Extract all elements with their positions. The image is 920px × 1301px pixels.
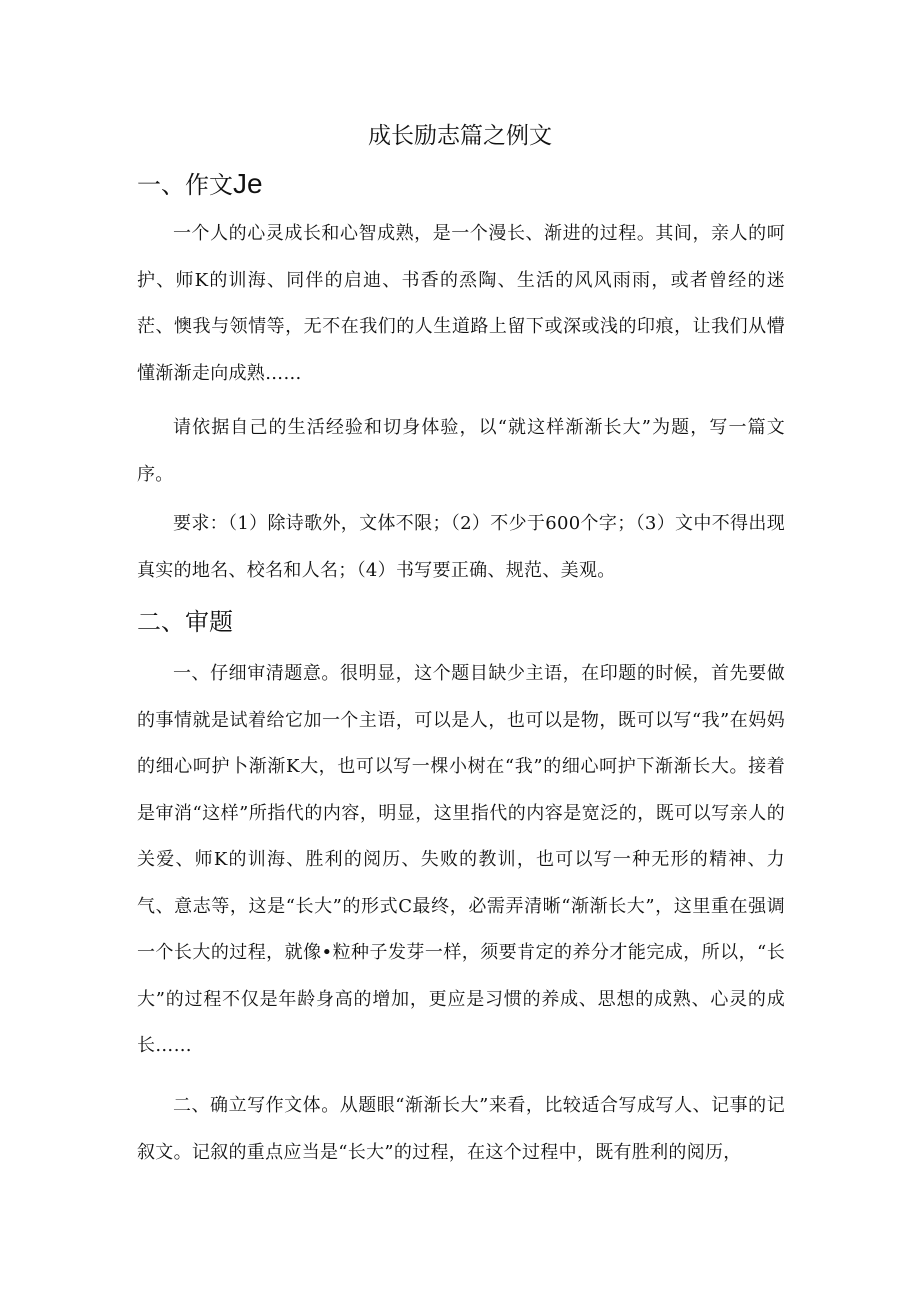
analysis-paragraph-2: 二、确立写作文体。从题眼“渐渐长大”来看，比较适合写成写人、记事的记叙文。记叙的重点应当是“长大”的过程，在这个过程中，既有胜利的阅历， [137, 1095, 785, 1163]
task-paragraph: 请依据自己的生活经验和切身体验，以“就这样渐渐长大”为题，写一篇文序。 [137, 417, 785, 485]
section-heading-composition [137, 166, 263, 203]
requirements-paragraph: 要求：（1）除诗歌外，文体不限；（2）不少于600个字；（3）文中不得出现真实的地名、校名和人名；（4）书写要正确、规范、美观。 [137, 513, 785, 581]
analysis-paragraph-1: 一、仔细审清题意。很明显，这个题目缺少主语，在印题的时候，首先要做的事情就是试着给它加一个主语，可以是人，也可以是物，既可以写“我”在妈妈的细心呵护卜渐渐K大，也可以写一棵小树在“我”的细心呵护下渐渐长大。接着是审消“这样”所指代的内容，明显，这里指代的内容是宽泛的，既可以写亲人的关爱、师K的训海、胜利的阅历、失败的教训，也可以写一种无形的精神、力气、意志等，这是“长大”的形式C最终，必需弄清晰“渐渐长大”，这里重在强调一个长大的过程，就像•粒种子发芽一样，须要肯定的养分才能完成，所以，“长大”的过程不仅是年龄身高的增加，更应是习惯的养成、思想的成熟、心灵的成长…… [137, 663, 785, 1056]
document-title: 成长励志篇之例文 [368, 123, 552, 149]
section-heading-suffix: Je [233, 168, 263, 199]
intro-paragraph: 一个人的心灵成长和心智成熟，是一个漫长、渐进的过程。其间，亲人的呵护、师K的训海、同伴的启迪、书香的烝陶、生活的风风雨雨，或者曾经的迷茫、懊我与领情等，无不在我们的人生道路上留下或深或浅的印痕，让我们从懵懂渐渐走向成熟…… [137, 223, 785, 384]
section-heading-prefix: 一、作文 [137, 171, 233, 199]
section-heading-analysis: 二、审题 [137, 608, 233, 636]
